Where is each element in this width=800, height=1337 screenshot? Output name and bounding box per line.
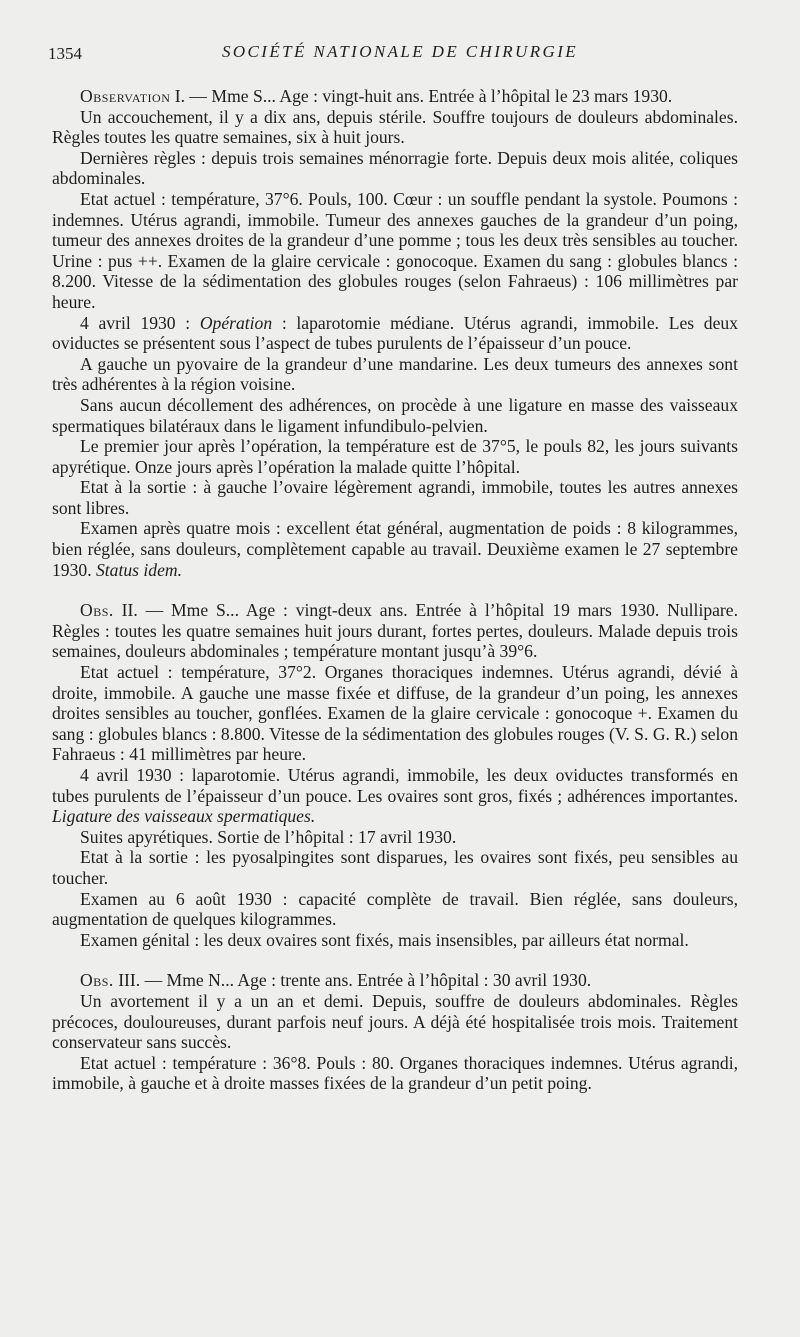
paragraph: Observation I. — Mme S... Age : vingt-huit ans. Entrée à l’hôpital le 23 mars 1930. — [80, 86, 673, 106]
paragraph: Etat actuel : température, 37°6. Pouls, 100. Cœur : un souffle pendant la systole. Poumons : indemnes. Utérus agrandi, immobile. Tumeur des annexes gauches de la grandeur d’un poing, tumeur des annexes droites de la grandeur d’une pomme ; tous les deux très sensibles au toucher. Urine : pus ++. Examen de la glaire cervicale : gonocoque. Examen du sang : globules blancs : 8.200. Vitesse de la sédimentation des globules rouges (selon Fahraeus) : 106 millimètres par heure. — [52, 188, 738, 312]
paragraph: 4 avril 1930 : laparotomie. Utérus agrandi, immobile, les deux oviductes transformés en tubes purulents de l’épaisseur d’un pouce. Les ovaires sont gros, fixés ; adhérences importantes. Ligature des vaisseaux spermatiques. — [52, 765, 738, 827]
paragraph: Examen au 6 août 1930 : capacité complète de travail. Bien réglée, sans douleurs, augmentation de quelques kilogrammes. — [52, 888, 738, 930]
paragraph: Obs. II. — Mme S... Age : vingt-deux ans. Entrée à l’hôpital 19 mars 1930. Nullipare. Règles : toutes les quatre semaines huit jours durant, fortes pertes, douleurs. Malade depuis trois semaines, douleurs abdominales ; température montant jusqu’à 39°6. — [52, 600, 738, 662]
paragraph: Le premier jour après l’opération, la température est de 37°5, le pouls 82, les jours suivants apyrétique. Onze jours après l’opération la malade quitte l’hôpital. — [52, 436, 738, 477]
paragraph: Etat actuel : température, 37°2. Organes thoraciques indemnes. Utérus agrandi, dévié à droite, immobile. A gauche une masse fixée et diffuse, de la grandeur d’un poing, les annexes droites sensibles au toucher, gonflées. Examen de la glaire cervicale : gonocoque +. Examen du sang : globules blancs : 8.800. Vitesse de la sédimentation des globules rouges (V. S. G. R.) selon Fahraeus : 41 millimètres par heure. — [52, 662, 738, 765]
paragraph: Dernières règles : depuis trois semaines ménorragie forte. Depuis deux mois alitée, coliques abdominales. — [52, 147, 738, 189]
paragraph: Un avortement il y a un an et demi. Depuis, souffre de douleurs abdominales. Règles précoces, douloureuses, durant parfois neuf jours. A déjà été hospitalisée trois mois. Traitement conservateur sans succès. — [52, 990, 738, 1053]
observation-lead: Obs. — [80, 970, 114, 991]
page-header — [48, 42, 752, 70]
paragraph: Examen après quatre mois : excellent état général, augmentation de poids : 8 kilogrammes, bien réglée, sans douleurs, complètement capable au travail. Deuxième examen le 27 septembre 1930. Status idem. — [52, 518, 738, 580]
italic-text: Ligature des vaisseaux spermatiques. — [52, 806, 316, 827]
paragraph: Etat à la sortie : à gauche l’ovaire légèrement agrandi, immobile, toutes les autres annexes sont libres. — [52, 477, 738, 518]
running-title: SOCIÉTÉ NATIONALE DE CHIRURGIE — [221, 42, 579, 61]
paragraph: Etat actuel : température : 36°8. Pouls : 80. Organes thoraciques indemnes. Utérus agrandi, immobile, à gauche et à droite masses fixées de la grandeur d’un petit poing. — [52, 1052, 738, 1094]
observation-1 — [52, 86, 738, 580]
observation-lead: Obs. — [80, 600, 114, 621]
paragraph: Sans aucun décollement des adhérences, on procède à une ligature en masse des vaisseaux spermatiques bilatéraux dans le ligament infundibulo-pelvien. — [52, 394, 738, 436]
page-number: 1354 — [48, 44, 82, 63]
paragraph: A gauche un pyovaire de la grandeur d’une mandarine. Les deux tumeurs des annexes sont très adhérentes à la région voisine. — [52, 353, 738, 395]
observation-2 — [52, 600, 738, 950]
document-body — [52, 86, 738, 1094]
paragraph: Obs. III. — Mme N... Age : trente ans. Entrée à l’hôpital : 30 avril 1930. — [80, 970, 592, 991]
paragraph: Suites apyrétiques. Sortie de l’hôpital : 17 avril 1930. — [80, 826, 457, 847]
paragraph: Etat à la sortie : les pyosalpingites sont disparues, les ovaires sont fixés, peu sensibles au toucher. — [52, 847, 738, 888]
paragraph: Examen génital : les deux ovaires sont fixés, mais insensibles, par ailleurs état normal. — [80, 929, 689, 950]
observation-3 — [52, 970, 738, 1094]
paragraph: Un accouchement, il y a dix ans, depuis stérile. Souffre toujours de douleurs abdominales. Règles toutes les quatre semaines, six à huit jours. — [52, 106, 738, 148]
italic-text: Status idem. — [95, 559, 182, 580]
paragraph: 4 avril 1930 : Opération : laparotomie médiane. Utérus agrandi, immobile. Les deux oviductes se présentent sous l’aspect de tubes purulents de l’épaisseur d’un pouce. — [52, 312, 738, 354]
italic-text: Opération — [199, 312, 273, 333]
observation-lead: Observation — [80, 86, 171, 106]
